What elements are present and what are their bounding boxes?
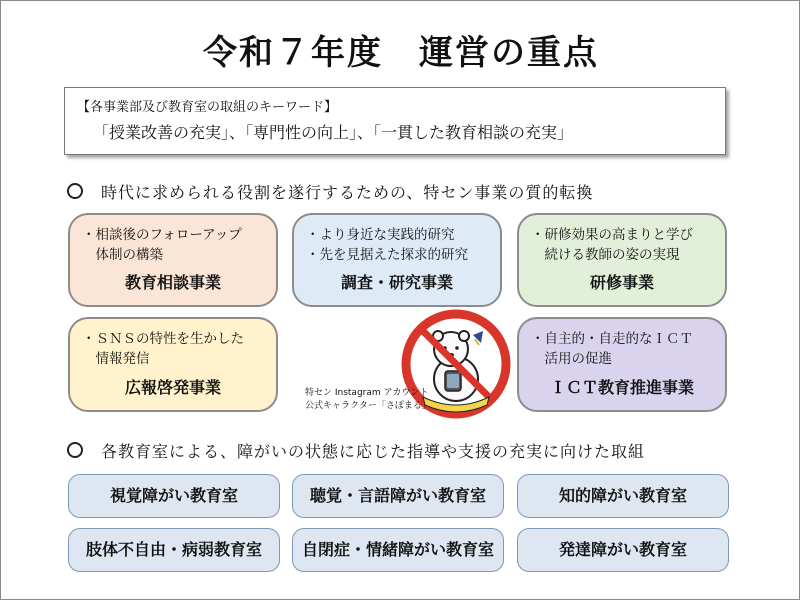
section-heading-text: 各教育室による、障がいの状態に応じた指導や支援の充実に向けた取組 [101,442,646,461]
circle-bullet-icon [67,183,83,199]
card-line: 情報発信 [82,351,150,367]
card-line: ・自主的・自走的なＩＣＴ [531,331,693,347]
page-title: 令和７年度 運営の重点 [203,33,599,73]
card-line: 体制の構築 [82,247,163,263]
card-ict [517,317,727,412]
card-line: 続ける教師の姿の実現 [531,247,680,263]
card-title: 研修事業 [589,273,654,292]
keyword-box [64,87,726,155]
room-intellectual: 知的障がい教育室 [517,474,729,518]
card-title: 広報啓発事業 [124,378,221,397]
card-line: ・相談後のフォローアップ [82,227,242,243]
card-description [531,329,693,369]
section-heading-projects [67,180,593,203]
card-line: ・研修効果の高まりと学び [531,227,693,243]
room-autism-emotional: 自閉症・情緒障がい教育室 [292,528,504,572]
card-line: ・先を見据えた探求的研究 [306,247,468,263]
room-developmental: 発達障がい教育室 [517,528,729,572]
circle-bullet-icon [67,442,83,458]
card-description [306,225,468,265]
card-line: 活用の促進 [531,351,612,367]
card-training [517,213,727,307]
keyword-text: 「授業改善の充実」、「専門性の向上」、「一貫した教育相談の充実」 [93,123,574,142]
card-description [82,329,244,369]
mascot-caption-line: 公式キャラクター「さぽまる」 [305,401,431,411]
keyword-heading: 【各事業部及び教育室の取組のキーワード】 [77,100,338,115]
mascot-caption-line: 特セン Instagram アカウント [305,388,429,398]
card-education-consultation [68,213,278,307]
card-title: ＩＣＴ教育推進事業 [549,378,694,397]
card-title: 教育相談事業 [124,273,221,292]
room-hearing-speech: 聴覚・言語障がい教育室 [292,474,504,518]
card-line: ・ＳＮＳの特性を生かした [82,331,244,347]
card-research [292,213,502,307]
mascot-caption [305,387,431,413]
section-heading-text: 時代に求められる役割を遂行するための、特セン事業の質的転換 [101,183,594,202]
card-public-relations [68,317,278,412]
card-description [531,225,693,265]
room-visual: 視覚障がい教育室 [68,474,280,518]
card-description [82,225,242,265]
room-physical-health: 肢体不自由・病弱教育室 [68,528,280,572]
card-line: ・より身近な実践的研究 [306,227,455,243]
card-title: 調査・研究事業 [340,273,453,292]
section-heading-rooms [67,439,645,462]
